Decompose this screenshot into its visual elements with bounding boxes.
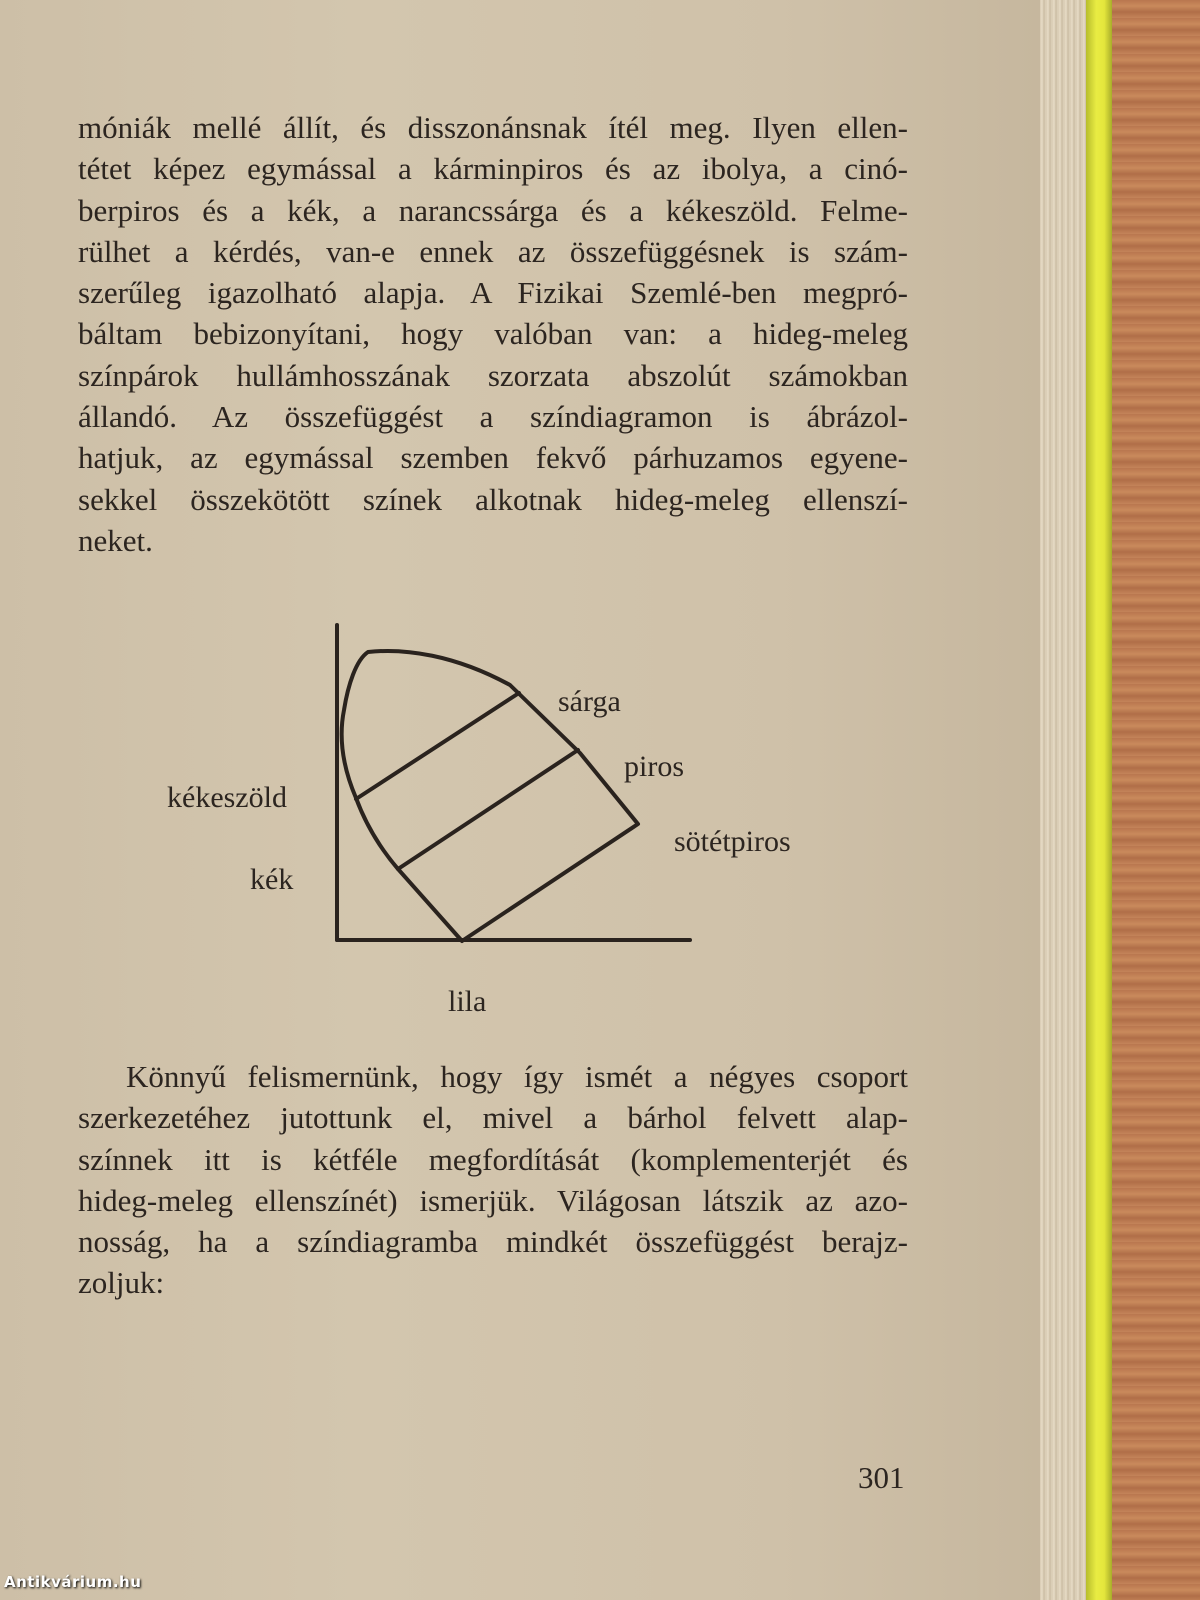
text-line: színpárok hullámhosszának szorzata abszolút számokban [78,357,908,393]
text-line: Könnyű felismernünk, hogy így ismét a négyes csoport [126,1059,908,1094]
text-line: rülhet a kérdés, van-e ennek az összefüggésnek is szám- [78,233,908,269]
label-sotetpiros: sötétpiros [674,825,791,858]
text-line: nosság, ha a színdiagramba mindkét összefüggést berajz- [78,1224,908,1260]
text-line: színnek itt is kétféle megfordítását (komplementerjét és [78,1141,908,1177]
page-number: 301 [858,1460,905,1495]
label-kekeszold: kékeszöld [167,781,287,814]
text-line: szerűleg igazolható alapja. A Fizikai Szemlé-ben megpró- [78,275,908,311]
page-edges [1040,0,1086,1600]
paragraph-1 [78,107,908,561]
chord-sarga-kekeszold [356,693,519,799]
text-line: neket. [78,522,153,558]
text-line: hideg-meleg ellenszínét) ismerjük. Világosan látszik az azo- [78,1182,908,1218]
yellow-book-edge [1086,0,1112,1600]
chord-piros-kek [398,750,578,869]
text-line: szerkezetéhez jutottunk el, mivel a bárhol felvett alap- [78,1100,908,1136]
text-line: móniák mellé állít, és disszonánsnak ítél meg. Ilyen ellen- [78,110,908,145]
color-diagram [300,610,720,970]
paragraph-2 [78,1056,908,1304]
label-sarga: sárga [558,685,621,718]
text-line: sekkel összekötött színek alkotnak hideg-meleg ellenszí- [78,481,908,517]
watermark: Antikvárium.hu [4,1573,142,1591]
text-line: állandó. Az összefüggést a színdiagramon is ábrázol- [78,399,908,435]
text-line: hatjuk, az egymással szemben fekvő párhuzamos egyene- [78,440,908,476]
text-line: báltam bebizonyítani, hogy valóban van: a hideg-meleg [78,316,908,352]
text-line: zoljuk: [78,1265,165,1301]
label-kek: kék [250,863,294,896]
label-piros: piros [624,750,684,783]
label-lila: lila [448,985,487,1018]
text-line: tétet képez egymással a kárminpiros és az ibolya, a cinó- [78,151,908,187]
text-line: berpiros és a kék, a narancssárga és a kékeszöld. Felme- [78,192,908,228]
book-cover-edge [1112,0,1200,1600]
